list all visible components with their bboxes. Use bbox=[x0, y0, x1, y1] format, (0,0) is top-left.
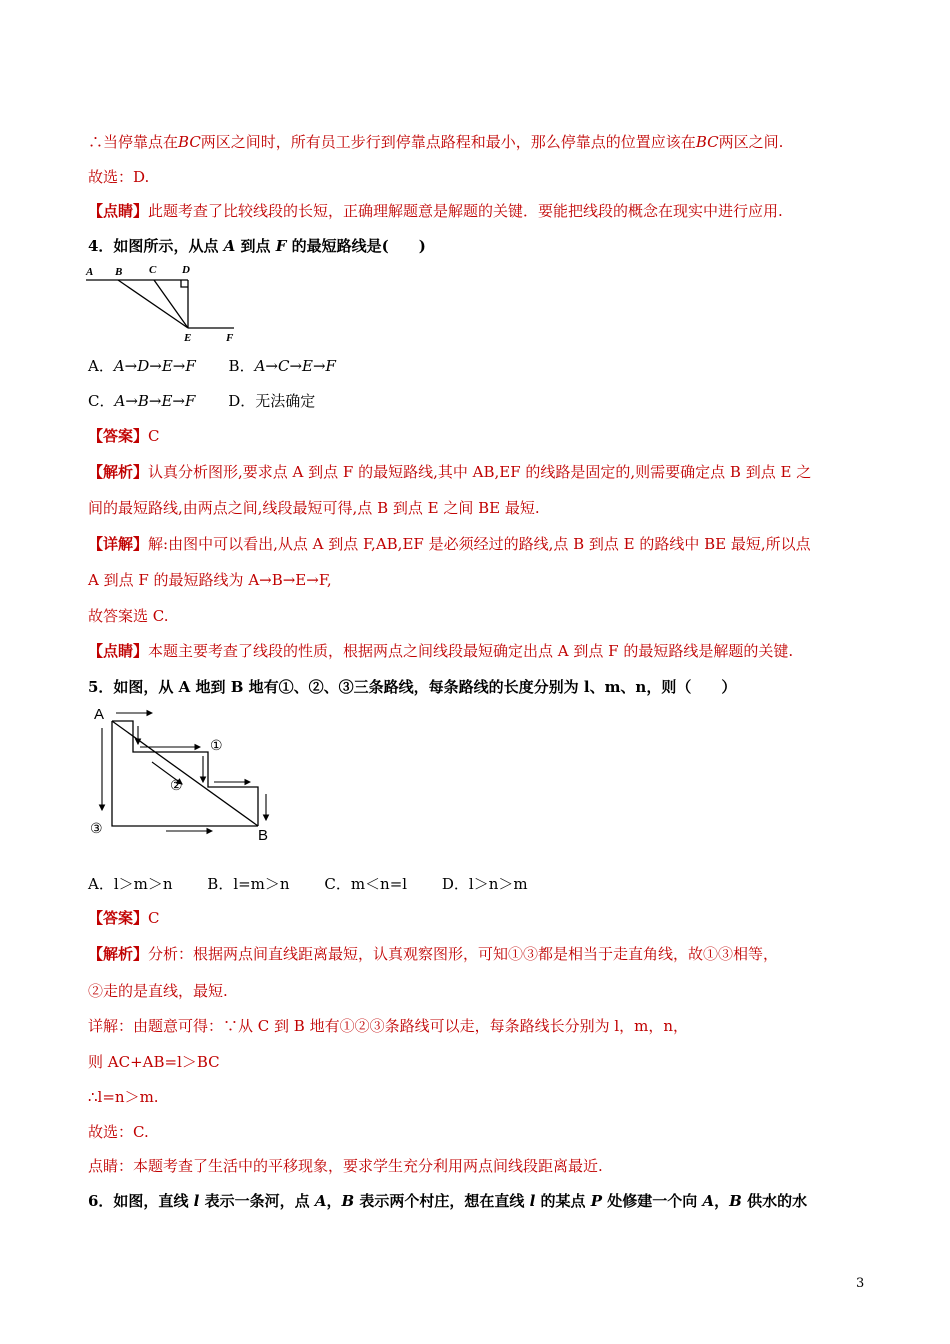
q5-detail-2: 则 AC+AB=l＞BC bbox=[88, 1053, 220, 1071]
q5-figure bbox=[88, 704, 278, 844]
q4-label-b: B bbox=[115, 266, 123, 278]
q4-options-row1 bbox=[88, 356, 336, 376]
q4-label-d: D bbox=[182, 264, 190, 276]
q4-label-f: F bbox=[226, 332, 234, 344]
q5-label-route-2: ② bbox=[170, 777, 183, 793]
q5-label-a: A bbox=[94, 706, 105, 723]
q4-label-a: A bbox=[86, 266, 94, 278]
q6-stem: 6．如图，直线 l 表示一条河，点 A，B 表示两个村庄，想在直线 l 的某点 P 处修建一个向 A，B 供水的水 bbox=[88, 1192, 808, 1210]
q5-options bbox=[88, 874, 528, 894]
page-number: 3 bbox=[856, 1276, 865, 1291]
q5-detail-5: 点睛：本题考查了生活中的平移现象，要求学生充分利用两点间线段距离最近. bbox=[88, 1157, 603, 1175]
q4-answer: 【答案】C bbox=[88, 427, 160, 445]
q5-stem: 5．如图，从 A 地到 B 地有①、②、③三条路线，每条路线的长度分别为 l、m、n，则（ ） bbox=[88, 678, 737, 696]
q5-option-a: A．l＞m＞n bbox=[88, 875, 173, 893]
q4-xiangjie-1: 【详解】解:由图中可以看出,从点 A 到点 F,AB,EF 是必须经过的路线,点 B 到点 E 的路线中 BE 最短,所以点 bbox=[88, 535, 811, 553]
q5-option-c: C．m＜n=l bbox=[324, 875, 408, 893]
q4-jiexi-2: 间的最短路线,由两点之间,线段最短可得,点 B 到点 E 之间 BE 最短. bbox=[88, 499, 540, 517]
q5-answer: 【答案】C bbox=[88, 909, 160, 927]
q5-jiexi-1: 【解析】分析：根据两点间直线距离最短，认真观察图形，可知①③都是相当于走直角线，故①③相等， bbox=[88, 945, 779, 963]
q4-option-c: C．A→B→E→F bbox=[88, 392, 196, 410]
q5-label-b: B bbox=[258, 827, 269, 844]
q3-choice: 故选：D. bbox=[88, 168, 150, 186]
q4-figure bbox=[84, 262, 244, 346]
q3-conclusion: ∴当停靠点在BC两区之间时，所有员工步行到停靠点路程和最小，那么停靠点的位置应该在BC两区之间. bbox=[88, 133, 784, 151]
q5-jiexi-2: ②走的是直线，最短. bbox=[88, 982, 228, 1000]
q5-detail-1: 详解：由题意可得：∵从 C 到 B 地有①②③条路线可以走，每条路线长分别为 l，m，n， bbox=[88, 1017, 689, 1035]
q4-option-a: A．A→D→E→F bbox=[88, 357, 196, 375]
q3-dianjing: 【点睛】此题考查了比较线段的长短，正确理解题意是解题的关键．要能把线段的概念在现实中进行应用. bbox=[88, 202, 783, 220]
q5-label-route-1: ① bbox=[210, 737, 223, 753]
q4-stem: 4．如图所示，从点 A 到点 F 的最短路线是( ) bbox=[88, 237, 426, 255]
q4-option-d: D．无法确定 bbox=[228, 392, 316, 410]
q5-option-b: B．l=m＞n bbox=[207, 875, 290, 893]
q5-detail-4: 故选：C. bbox=[88, 1123, 149, 1141]
q4-xiangjie-2: A 到点 F 的最短路线为 A→B→E→F, bbox=[88, 571, 332, 589]
q5-option-d: D．l＞n＞m bbox=[441, 875, 528, 893]
q5-detail-3: ∴l=n＞m. bbox=[88, 1088, 159, 1106]
q4-segment-be bbox=[118, 280, 188, 328]
q4-label-e: E bbox=[184, 332, 192, 344]
q4-dianjing: 【点睛】本题主要考查了线段的性质，根据两点之间线段最短确定出点 A 到点 F 的最短路线是解题的关键. bbox=[88, 642, 794, 660]
q4-label-c: C bbox=[149, 264, 157, 276]
q4-option-b: B．A→C→E→F bbox=[228, 357, 336, 375]
q4-options-row2 bbox=[88, 391, 315, 411]
q5-label-route-3: ③ bbox=[90, 820, 103, 836]
q4-xiangjie-3: 故答案选 C. bbox=[88, 607, 169, 625]
q4-jiexi-1: 【解析】认真分析图形,要求点 A 到点 F 的最短路线,其中 AB,EF 的线路是固定的,则需要确定点 B 到点 E 之 bbox=[88, 463, 812, 481]
q4-right-angle bbox=[181, 280, 188, 287]
q5-route-2-diagonal bbox=[112, 721, 258, 826]
